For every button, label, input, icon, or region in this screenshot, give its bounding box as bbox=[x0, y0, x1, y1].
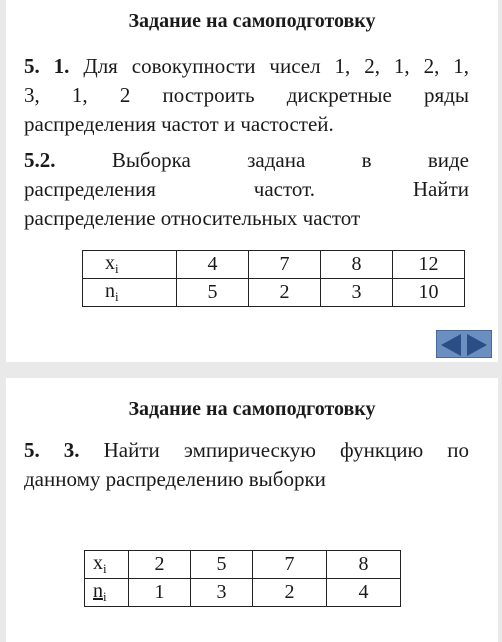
slide-title: Задание на самоподготовку bbox=[128, 398, 376, 420]
slide-1 bbox=[6, 0, 498, 362]
triangle-right-icon[interactable] bbox=[467, 334, 487, 356]
table-cell: 2 bbox=[253, 579, 327, 607]
task-5-2-line-1: 5.2. Выборка задана в виде bbox=[24, 148, 469, 172]
table-cell: 2 bbox=[129, 551, 191, 579]
table-row bbox=[85, 551, 401, 579]
table-cell: 5 bbox=[191, 551, 253, 579]
task-5-3-line-1: 5. 3. Найти эмпирическую функцию по bbox=[24, 438, 470, 462]
slide-2 bbox=[6, 378, 498, 642]
table-cell: 7 bbox=[249, 251, 321, 279]
table-cell: 8 bbox=[321, 251, 393, 279]
task-5-2-line-3: распределение относительных частот bbox=[24, 206, 361, 230]
task-5-2-line-2: распределения частот. Найти bbox=[24, 177, 469, 201]
row-header-n: $n_i$ bbox=[83, 279, 177, 307]
slide-nav-control bbox=[436, 330, 492, 358]
table-cell: 2 bbox=[249, 279, 321, 307]
table-row bbox=[83, 251, 465, 279]
task-5-3-line-2: данному распределению выборки bbox=[24, 467, 326, 491]
frequency-table bbox=[82, 250, 465, 307]
table-cell: 4 bbox=[177, 251, 249, 279]
task-5-1-line-2: 3, 1, 2 построить дискретные ряды bbox=[24, 83, 469, 107]
task-5-2 bbox=[24, 146, 469, 233]
slide-title: Задание на самоподготовку bbox=[128, 10, 376, 32]
task-number: 5. 1. bbox=[24, 54, 70, 78]
triangle-left-icon[interactable] bbox=[441, 334, 461, 356]
table-cell: 5 bbox=[177, 279, 249, 307]
table-cell: 8 bbox=[327, 551, 401, 579]
task-number: 5. 3. bbox=[24, 438, 80, 462]
task-5-3 bbox=[24, 436, 469, 494]
distribution-table bbox=[84, 550, 401, 607]
table-cell: 7 bbox=[253, 551, 327, 579]
table-cell: 10 bbox=[393, 279, 465, 307]
row-header-x: $x_i$ bbox=[83, 251, 177, 279]
row-header-x: $x_i$ bbox=[85, 551, 129, 579]
table-row bbox=[83, 279, 465, 307]
task-5-1-line-1: 5. 1. Для совокупности чисел 1, 2, 1, 2, 1, bbox=[24, 54, 470, 78]
task-number: 5.2. bbox=[24, 148, 56, 172]
table-cell: 3 bbox=[191, 579, 253, 607]
table-cell: 1 bbox=[129, 579, 191, 607]
task-5-1 bbox=[24, 52, 469, 139]
table-cell: 4 bbox=[327, 579, 401, 607]
table-cell: 3 bbox=[321, 279, 393, 307]
table-cell: 12 bbox=[393, 251, 465, 279]
table-row bbox=[85, 579, 401, 607]
row-header-n: $n_i$ bbox=[85, 579, 129, 607]
task-5-1-line-3: распределения частот и частостей. bbox=[24, 112, 334, 136]
